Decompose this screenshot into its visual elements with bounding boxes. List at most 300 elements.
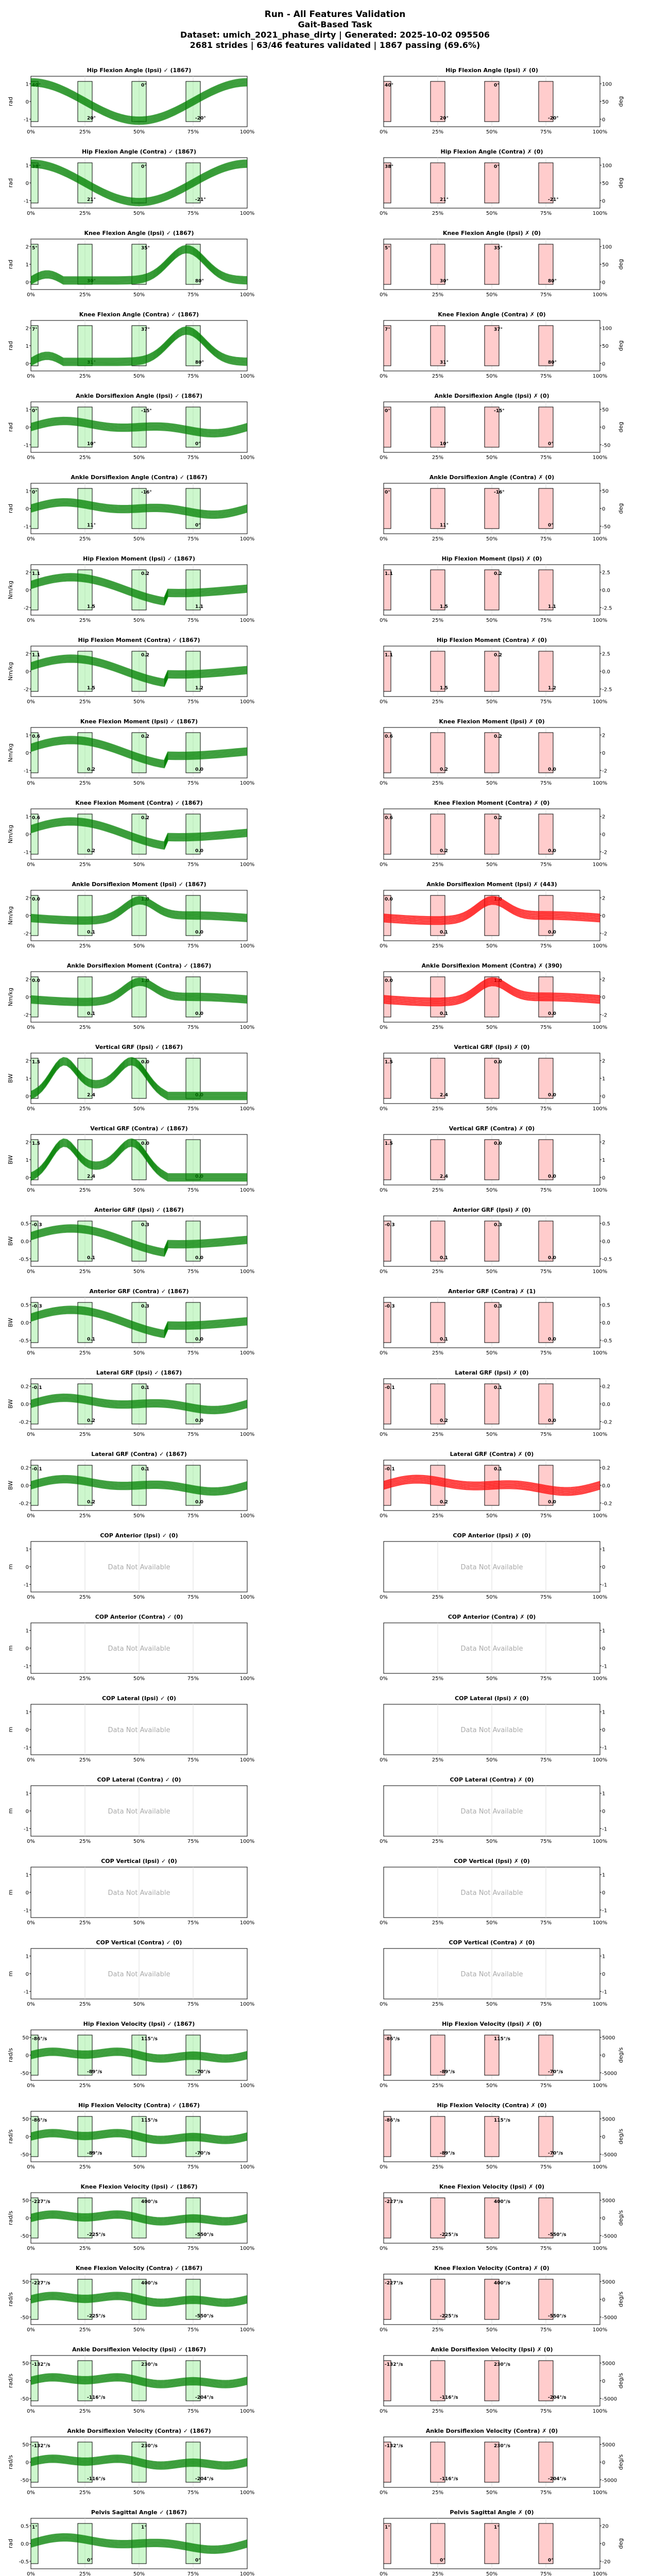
phase-range-label: 0.3 xyxy=(141,1223,149,1228)
right-panel-title: Knee Flexion Moment (Contra) ✗ (0) xyxy=(434,800,550,806)
y-axis-unit: m xyxy=(7,1971,14,1977)
x-tick-label: 0% xyxy=(380,2409,388,2414)
y-axis-unit: rad/s xyxy=(7,2129,14,2144)
x-tick-label: 75% xyxy=(540,2164,552,2170)
left-panel xyxy=(7,474,254,542)
x-tick-label: 75% xyxy=(540,2327,552,2333)
y-tick-label: 0.0 xyxy=(21,1402,29,1408)
phase-range-label: 0.1 xyxy=(87,1011,95,1016)
phase-range-label: -86°/s xyxy=(385,2118,400,2123)
right-panel-title: Ankle Dorsiflexion Angle (Ipsi) ✗ (0) xyxy=(434,393,549,399)
left-panel-title: Knee Flexion Velocity (Ipsi) ✓ (1867) xyxy=(80,2183,198,2190)
x-tick-label: 75% xyxy=(187,1269,199,1275)
left-panel xyxy=(7,962,254,1030)
phase-range-label: 0.6 xyxy=(32,734,40,739)
y-tick-label: 0.0 xyxy=(602,588,610,594)
right-panel-title: Hip Flexion Angle (Ipsi) ✗ (0) xyxy=(445,67,538,74)
phase-range-label: 0.1 xyxy=(494,1467,502,1472)
right-panel-title: Anterior GRF (Ipsi) ✗ (0) xyxy=(453,1207,531,1213)
y-tick-label: 0 xyxy=(25,1809,29,1815)
phase-range-label: 0.2 xyxy=(141,734,149,739)
x-tick-label: 25% xyxy=(79,2246,91,2251)
phase-range-label: -550°/s xyxy=(195,2232,214,2238)
y-tick-label: -50 xyxy=(20,2396,29,2402)
x-tick-label: 75% xyxy=(540,1188,552,1193)
x-tick-label: 50% xyxy=(486,1432,498,1437)
phase-range-label: 80° xyxy=(548,360,557,365)
x-tick-label: 0% xyxy=(380,1757,388,1763)
y-tick-label: -0.2 xyxy=(19,1419,29,1426)
phase-range-label: -225°/s xyxy=(440,2232,458,2238)
x-tick-label: 50% xyxy=(133,1757,145,1763)
y-tick-label: 1 xyxy=(25,1709,29,1716)
x-tick-label: 100% xyxy=(592,129,608,135)
x-tick-label: 0% xyxy=(380,536,388,542)
x-tick-label: 50% xyxy=(133,1920,145,1926)
left-panel xyxy=(7,1939,254,2007)
phase-range-label: -227°/s xyxy=(385,2281,403,2286)
x-tick-label: 0% xyxy=(27,2490,35,2496)
left-panel-title: Lateral GRF (Contra) ✓ (1867) xyxy=(91,1451,187,1458)
y-tick-label: -5000 xyxy=(602,2071,617,2077)
phase-range-label: 230°/s xyxy=(494,2362,510,2367)
no-data-label: Data Not Available xyxy=(460,1645,523,1653)
y-tick-label: 0 xyxy=(25,1646,29,1652)
x-tick-label: 50% xyxy=(133,1106,145,1112)
x-tick-label: 0% xyxy=(27,455,35,461)
x-tick-label: 100% xyxy=(239,2490,255,2496)
phase-range-label: 0.0 xyxy=(195,1093,203,1098)
x-tick-label: 75% xyxy=(540,618,552,623)
left-panel-title: Hip Flexion Angle (Contra) ✓ (1867) xyxy=(82,148,196,155)
no-data-label: Data Not Available xyxy=(108,1889,170,1897)
phase-range-label: 0.0 xyxy=(141,1060,149,1065)
y-tick-label: 1 xyxy=(602,1709,606,1716)
phase-range-label: 0.1 xyxy=(440,1337,448,1342)
phase-range-label: 0° xyxy=(141,164,147,170)
no-data-label: Data Not Available xyxy=(108,1808,170,1816)
y-tick-label: 0 xyxy=(25,2053,29,2059)
phase-range-label: 31° xyxy=(87,360,96,365)
right-panel xyxy=(380,67,624,135)
y-tick-label: 0 xyxy=(602,280,606,286)
y-tick-label: -2.5 xyxy=(602,687,612,693)
x-tick-label: 0% xyxy=(27,2327,35,2333)
x-tick-label: 75% xyxy=(540,699,552,705)
y-tick-label: 1 xyxy=(602,1872,606,1878)
phase-range-label: 0.1 xyxy=(440,1011,448,1016)
x-tick-label: 0% xyxy=(380,1513,388,1519)
y-tick-label: 2 xyxy=(602,814,606,820)
left-panel xyxy=(7,1776,254,1844)
y-tick-label: 2 xyxy=(25,1140,29,1146)
phase-range-label: 400°/s xyxy=(141,2281,158,2286)
x-tick-label: 0% xyxy=(380,1676,388,1682)
phase-range-label: 0.6 xyxy=(385,816,393,821)
x-tick-label: 75% xyxy=(540,1757,552,1763)
phase-range-label: 0.2 xyxy=(494,653,502,658)
x-tick-label: 25% xyxy=(79,1269,91,1275)
y-tick-label: 50 xyxy=(22,2035,29,2041)
y-tick-label: 0 xyxy=(602,2379,606,2384)
x-tick-label: 0% xyxy=(27,1432,35,1437)
x-tick-label: 25% xyxy=(432,1839,444,1844)
phase-range-label: 1.0 xyxy=(494,978,502,984)
x-tick-label: 50% xyxy=(133,781,145,786)
x-tick-label: 75% xyxy=(187,455,199,461)
x-tick-label: 100% xyxy=(592,2490,608,2496)
y-tick-label: 1 xyxy=(602,1791,606,1797)
y-tick-label: 2 xyxy=(25,895,29,902)
y-axis-unit: deg/s xyxy=(617,2047,624,2063)
x-tick-label: 100% xyxy=(239,862,255,868)
x-tick-label: 75% xyxy=(187,2409,199,2414)
phase-range-label: 1° xyxy=(385,2525,390,2530)
left-panel xyxy=(7,2509,254,2576)
x-tick-label: 25% xyxy=(79,2164,91,2170)
y-tick-label: 0 xyxy=(25,2216,29,2222)
x-tick-label: 50% xyxy=(486,699,498,705)
x-tick-label: 0% xyxy=(380,1595,388,1600)
y-tick-label: 0 xyxy=(602,2541,606,2547)
x-tick-label: 25% xyxy=(432,618,444,623)
phase-range-label: 1.1 xyxy=(32,571,40,577)
x-tick-label: 0% xyxy=(380,1188,388,1193)
y-tick-label: -2 xyxy=(602,768,607,774)
x-tick-label: 75% xyxy=(540,1920,552,1926)
x-tick-label: 25% xyxy=(432,2246,444,2251)
left-panel xyxy=(7,2102,254,2170)
right-panel-title: Lateral GRF (Contra) ✗ (0) xyxy=(450,1451,534,1458)
x-tick-label: 100% xyxy=(239,1432,255,1437)
y-tick-label: 0 xyxy=(602,995,606,1001)
phase-range-label: 7° xyxy=(32,327,38,332)
phase-range-label: -550°/s xyxy=(548,2314,566,2319)
x-tick-label: 100% xyxy=(239,1188,255,1193)
phase-range-label: -227°/s xyxy=(385,2199,403,2205)
phase-range-label: -225°/s xyxy=(87,2232,106,2238)
right-panel-title: Knee Flexion Moment (Ipsi) ✗ (0) xyxy=(439,718,545,725)
right-panel-title: Hip Flexion Velocity (Ipsi) ✗ (0) xyxy=(442,2021,542,2027)
plot-row xyxy=(7,2509,624,2576)
x-tick-label: 50% xyxy=(486,2246,498,2251)
y-tick-label: 100 xyxy=(602,163,612,169)
x-tick-label: 50% xyxy=(133,455,145,461)
x-tick-label: 100% xyxy=(239,1350,255,1356)
x-tick-label: 25% xyxy=(432,1350,444,1356)
phase-range-label: 5° xyxy=(32,246,38,251)
x-tick-label: 0% xyxy=(380,1269,388,1275)
x-tick-label: 50% xyxy=(133,1025,145,1030)
plot-row xyxy=(7,1695,607,1763)
x-tick-label: 100% xyxy=(239,943,255,949)
y-tick-label: 0 xyxy=(602,913,606,919)
x-tick-label: 25% xyxy=(432,699,444,705)
x-tick-label: 50% xyxy=(133,1676,145,1682)
x-tick-label: 50% xyxy=(486,374,498,379)
x-tick-label: 25% xyxy=(79,2083,91,2089)
phase-range-label: -86°/s xyxy=(32,2118,47,2123)
phase-range-label: 0° xyxy=(195,523,201,528)
x-tick-label: 0% xyxy=(380,618,388,623)
y-tick-label: 50 xyxy=(602,407,609,413)
y-axis-unit: deg xyxy=(617,96,624,107)
phase-range-label: -70°/s xyxy=(548,2070,563,2075)
x-tick-label: 100% xyxy=(239,129,255,135)
y-tick-label: 0 xyxy=(25,425,29,431)
right-panel-title: Hip Flexion Velocity (Contra) ✗ (0) xyxy=(437,2102,547,2109)
phase-range-label: 0° xyxy=(32,490,38,495)
phase-range-label: 0° xyxy=(32,409,38,414)
y-axis-unit: deg/s xyxy=(617,2128,624,2145)
phase-range-label: 230°/s xyxy=(494,2444,510,2449)
y-tick-label: 0 xyxy=(602,2297,606,2303)
phase-range-label: 0.0 xyxy=(548,1011,556,1016)
y-tick-label: 100 xyxy=(602,244,612,250)
phase-range-label: 20° xyxy=(87,116,96,121)
y-tick-label: 100 xyxy=(602,326,612,332)
x-tick-label: 75% xyxy=(540,455,552,461)
y-tick-label: 0 xyxy=(25,995,29,1001)
x-tick-label: 75% xyxy=(540,374,552,379)
y-tick-label: -1 xyxy=(602,1826,607,1833)
phase-range-label: -89°/s xyxy=(87,2070,102,2075)
y-tick-label: 0 xyxy=(25,361,29,367)
no-data-label: Data Not Available xyxy=(460,1808,523,1816)
phase-range-label: 0° xyxy=(548,2558,554,2563)
phase-range-label: -225°/s xyxy=(87,2314,106,2319)
x-tick-label: 0% xyxy=(27,781,35,786)
phase-range-label: 0.1 xyxy=(87,1337,95,1342)
x-tick-label: 75% xyxy=(187,1106,199,1112)
phase-range-label: -0.3 xyxy=(32,1223,42,1228)
y-axis-unit: deg xyxy=(617,177,624,189)
right-panel xyxy=(380,311,624,379)
left-panel xyxy=(7,1451,254,1519)
x-tick-label: 0% xyxy=(27,1595,35,1600)
x-tick-label: 100% xyxy=(592,1350,608,1356)
phase-range-label: 0.0 xyxy=(195,1011,203,1016)
y-tick-label: 0 xyxy=(602,1809,606,1815)
right-panel-title: COP Lateral (Contra) ✗ (0) xyxy=(450,1776,534,1783)
phase-range-label: 400°/s xyxy=(494,2281,510,2286)
y-tick-label: 0.0 xyxy=(602,1320,610,1326)
y-tick-label: -0.5 xyxy=(19,2559,29,2565)
x-tick-label: 0% xyxy=(27,618,35,623)
y-tick-label: -1 xyxy=(602,1745,607,1751)
x-tick-label: 0% xyxy=(27,536,35,542)
left-panel-title: COP Lateral (Contra) ✓ (0) xyxy=(97,1776,181,1783)
x-tick-label: 75% xyxy=(540,781,552,786)
right-panel-title: COP Lateral (Ipsi) ✗ (0) xyxy=(455,1695,529,1702)
phase-range-label: 11° xyxy=(87,523,96,528)
x-tick-label: 50% xyxy=(133,2571,145,2576)
y-tick-label: 0.5 xyxy=(21,1302,29,1309)
y-tick-label: 0 xyxy=(25,2379,29,2384)
left-panel xyxy=(7,1369,254,1437)
x-tick-label: 25% xyxy=(432,455,444,461)
x-tick-label: 75% xyxy=(187,1432,199,1437)
phase-range-label: 0.2 xyxy=(494,734,502,739)
phase-range-label: 1.5 xyxy=(440,686,448,691)
phase-range-label: 2.4 xyxy=(87,1174,95,1179)
y-axis-unit: BW xyxy=(7,1155,14,1165)
x-tick-label: 25% xyxy=(79,1595,91,1600)
x-tick-label: 75% xyxy=(187,1025,199,1030)
left-panel xyxy=(7,148,254,216)
y-tick-label: 1 xyxy=(25,1547,29,1553)
x-tick-label: 25% xyxy=(79,943,91,949)
x-tick-label: 25% xyxy=(79,618,91,623)
right-panel xyxy=(380,1207,612,1275)
x-tick-label: 75% xyxy=(187,1920,199,1926)
phase-range-label: 2.4 xyxy=(87,1093,95,1098)
right-panel xyxy=(380,2102,624,2170)
plot-row xyxy=(7,393,624,461)
y-tick-label: -1 xyxy=(602,1582,607,1588)
right-panel-title: Knee Flexion Velocity (Contra) ✗ (0) xyxy=(434,2265,549,2272)
y-tick-label: 1 xyxy=(25,407,29,413)
y-tick-label: 0 xyxy=(25,506,29,512)
x-tick-label: 0% xyxy=(380,1432,388,1437)
no-data-label: Data Not Available xyxy=(460,1971,523,1978)
x-tick-label: 100% xyxy=(239,1513,255,1519)
left-panel-title: Knee Flexion Angle (Contra) ✓ (1867) xyxy=(79,311,199,318)
x-tick-label: 100% xyxy=(592,862,608,868)
x-tick-label: 25% xyxy=(432,1269,444,1275)
y-tick-label: -0.5 xyxy=(19,1257,29,1263)
y-tick-label: -2 xyxy=(24,605,29,612)
phase-range-label: -204°/s xyxy=(195,2477,214,2482)
x-tick-label: 50% xyxy=(486,1595,498,1600)
y-tick-label: 0 xyxy=(602,506,606,512)
x-tick-label: 100% xyxy=(239,618,255,623)
x-tick-label: 100% xyxy=(592,2083,608,2089)
x-tick-label: 25% xyxy=(79,1757,91,1763)
x-tick-label: 75% xyxy=(540,2409,552,2414)
y-tick-label: -2 xyxy=(602,1012,607,1019)
y-tick-label: 0 xyxy=(602,425,606,431)
left-panel-title: COP Anterior (Ipsi) ✓ (0) xyxy=(100,1532,178,1539)
plot-row xyxy=(7,474,624,542)
phase-range-label: 0.0 xyxy=(494,1060,502,1065)
x-tick-label: 75% xyxy=(187,618,199,623)
right-panel-title: Ankle Dorsiflexion Velocity (Contra) ✗ (0) xyxy=(425,2428,558,2434)
plot-row xyxy=(7,1369,612,1437)
x-tick-label: 75% xyxy=(187,2002,199,2007)
plot-row xyxy=(7,1207,612,1275)
x-tick-label: 25% xyxy=(432,1757,444,1763)
right-panel-title: Ankle Dorsiflexion Moment (Ipsi) ✗ (443) xyxy=(426,881,557,888)
x-tick-label: 50% xyxy=(486,2409,498,2414)
phase-range-label: 0° xyxy=(548,442,554,447)
x-tick-label: 100% xyxy=(239,699,255,705)
phase-range-label: -21° xyxy=(195,197,206,202)
x-tick-label: 0% xyxy=(27,2246,35,2251)
x-tick-label: 25% xyxy=(79,2327,91,2333)
right-panel-title: Knee Flexion Velocity (Ipsi) ✗ (0) xyxy=(439,2183,545,2190)
y-tick-label: 0 xyxy=(25,832,29,838)
left-panel xyxy=(7,1695,254,1763)
y-tick-label: 1 xyxy=(602,1158,606,1163)
x-tick-label: 100% xyxy=(592,455,608,461)
x-tick-label: 25% xyxy=(79,1920,91,1926)
y-axis-unit: rad xyxy=(7,178,14,188)
y-tick-label: -50 xyxy=(20,2152,29,2158)
x-tick-label: 75% xyxy=(187,2490,199,2496)
phase-range-label: 0.1 xyxy=(87,930,95,935)
phase-range-label: 0.0 xyxy=(548,1093,556,1098)
y-tick-label: 1 xyxy=(25,1628,29,1634)
phase-range-label: -89°/s xyxy=(440,2070,455,2075)
left-panel-title: Vertical GRF (Ipsi) ✓ (1867) xyxy=(95,1044,183,1050)
x-tick-label: 50% xyxy=(133,2083,145,2089)
x-tick-label: 25% xyxy=(79,1188,91,1193)
y-tick-label: 2 xyxy=(25,651,29,657)
x-tick-label: 100% xyxy=(239,2164,255,2170)
x-tick-label: 25% xyxy=(432,2327,444,2333)
x-tick-label: 100% xyxy=(592,211,608,216)
x-tick-label: 25% xyxy=(79,1839,91,1844)
phase-range-label: 0.2 xyxy=(440,767,448,772)
y-tick-label: 2.5 xyxy=(602,651,610,657)
x-tick-label: 25% xyxy=(432,1025,444,1030)
plot-row xyxy=(7,311,624,379)
phase-range-label: 0.3 xyxy=(494,1223,502,1228)
phase-range-label: 0.2 xyxy=(440,1418,448,1423)
y-tick-label: -50 xyxy=(602,524,611,530)
x-tick-label: 0% xyxy=(27,374,35,379)
x-tick-label: 75% xyxy=(540,1106,552,1112)
y-tick-label: 5000 xyxy=(602,2116,615,2123)
phase-range-label: -70°/s xyxy=(548,2151,563,2156)
x-tick-label: 0% xyxy=(380,129,388,135)
x-tick-label: 0% xyxy=(27,699,35,705)
right-panel-title: Ankle Dorsiflexion Angle (Contra) ✗ (0) xyxy=(429,474,555,481)
y-tick-label: -0.5 xyxy=(19,1338,29,1344)
x-tick-label: 50% xyxy=(486,1269,498,1275)
x-tick-label: 100% xyxy=(239,211,255,216)
left-panel xyxy=(7,637,254,705)
x-tick-label: 25% xyxy=(432,2002,444,2007)
phase-range-label: -16° xyxy=(494,490,505,495)
plot-row xyxy=(7,1451,612,1519)
y-tick-label: 2 xyxy=(602,1058,606,1064)
x-tick-label: 0% xyxy=(27,1676,35,1682)
y-tick-label: 0.2 xyxy=(602,1384,610,1390)
y-axis-unit: deg/s xyxy=(617,2210,624,2226)
phase-range-label: 1.5 xyxy=(32,1141,40,1146)
x-tick-label: 100% xyxy=(592,1106,608,1112)
x-tick-label: 25% xyxy=(79,292,91,298)
x-tick-label: 50% xyxy=(486,2002,498,2007)
x-tick-label: 100% xyxy=(239,1676,255,1682)
x-tick-label: 0% xyxy=(27,1920,35,1926)
y-tick-label: -1 xyxy=(24,1745,29,1751)
x-tick-label: 100% xyxy=(592,2571,608,2576)
x-tick-label: 50% xyxy=(486,536,498,542)
y-tick-label: 0.5 xyxy=(21,1221,29,1227)
x-tick-label: 0% xyxy=(27,292,35,298)
y-tick-label: 0 xyxy=(25,669,29,675)
x-tick-label: 25% xyxy=(79,374,91,379)
phase-range-label: 0.0 xyxy=(195,930,203,935)
y-tick-label: -1 xyxy=(24,1826,29,1833)
right-panel-title: COP Vertical (Ipsi) ✗ (0) xyxy=(454,1858,530,1865)
phase-range-label: -89°/s xyxy=(87,2151,102,2156)
right-panel-title: Pelvis Sagittal Angle ✗ (0) xyxy=(450,2509,534,2516)
right-panel xyxy=(380,637,612,705)
